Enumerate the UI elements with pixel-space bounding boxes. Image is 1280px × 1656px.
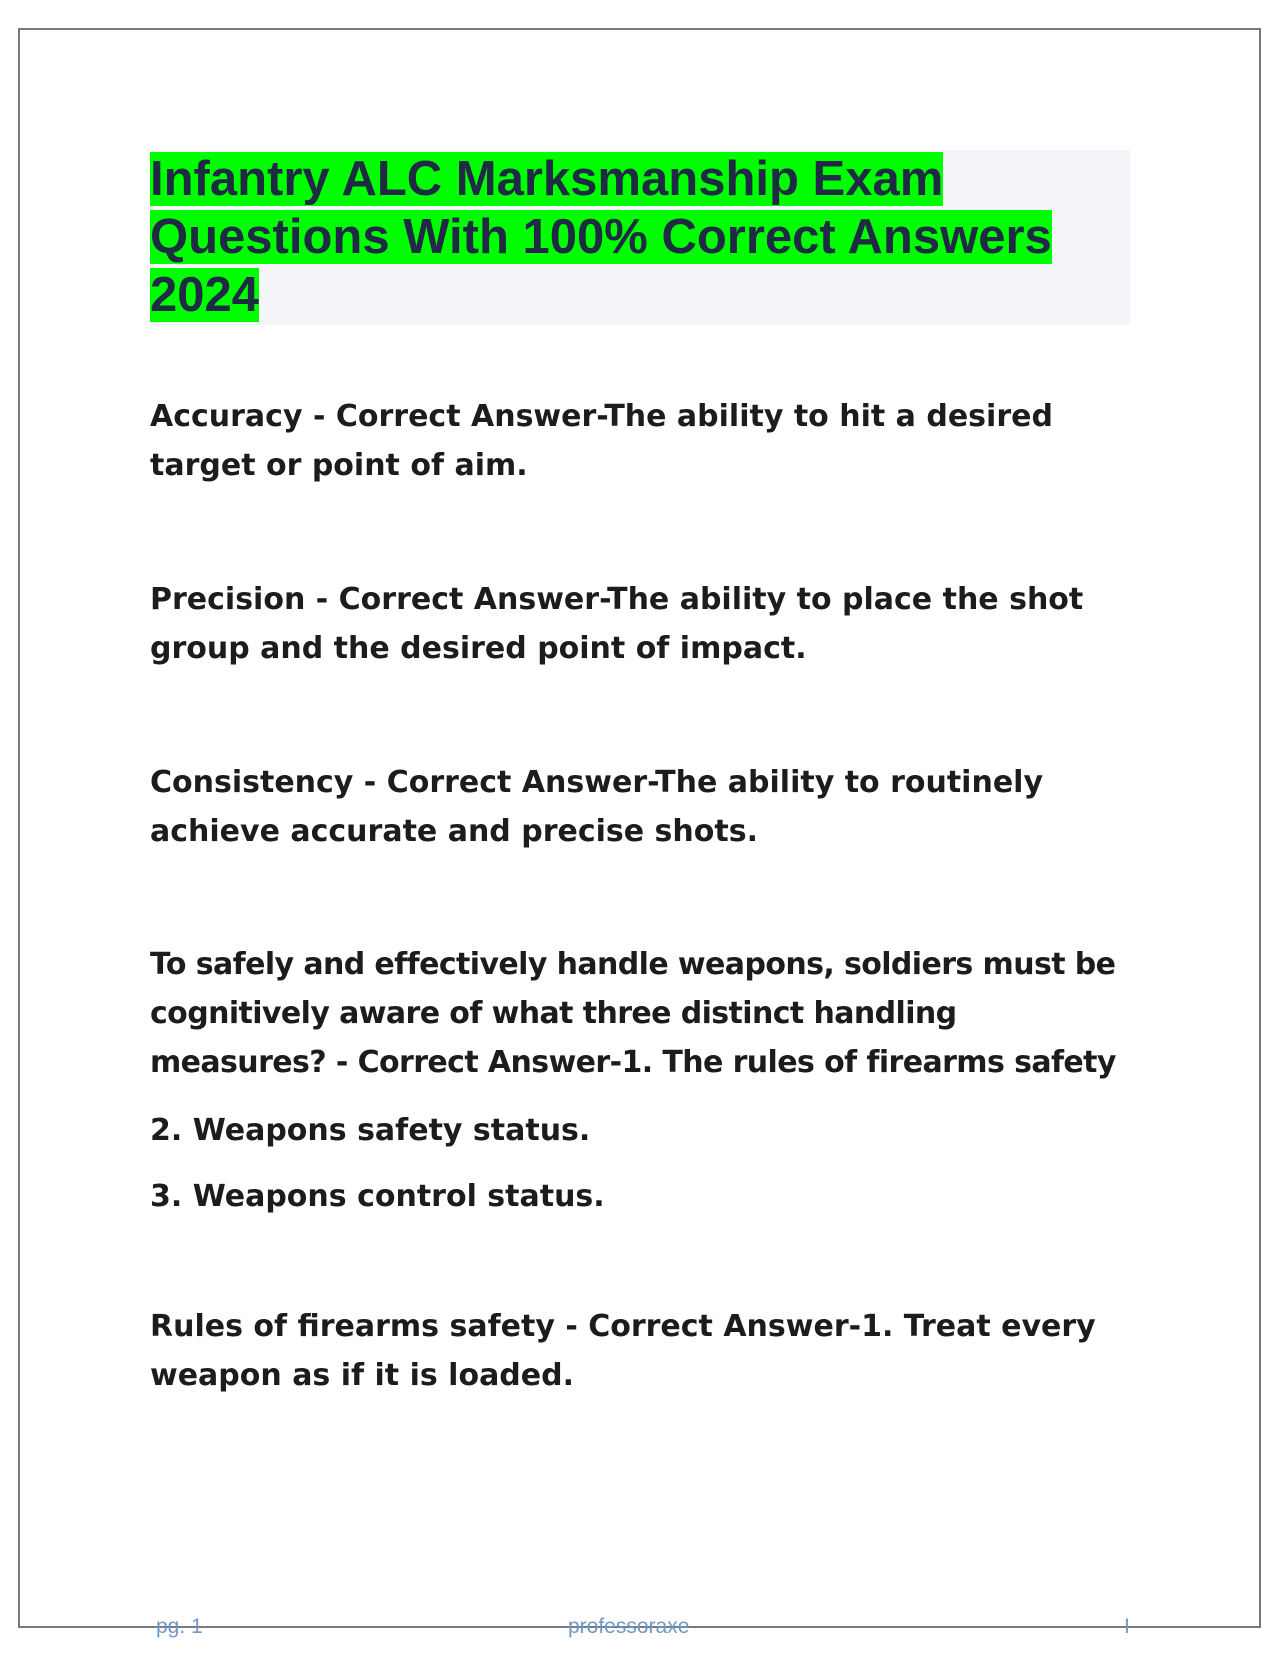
entry-precision: Precision - Correct Answer-The ability to place the shot group and the desired point of impact. — [150, 582, 1084, 666]
footer-page-number: pg. 1 — [156, 1615, 203, 1638]
title-block — [150, 150, 1130, 325]
document-title — [150, 150, 1110, 324]
entry-accuracy: Accuracy - Correct Answer-The ability to hit a desired target or point of aim. — [150, 399, 1053, 483]
entry-firearms-safety-rules: Rules of firearms safety - Correct Answer-1. Treat every weapon as if it is loaded. — [150, 1309, 1096, 1393]
footer-right-mark: I — [1124, 1615, 1130, 1638]
entry-handling-measures: To safely and effectively handle weapons, soldiers must be cognitively aware of what three distinct handling measures? - Correct Answer-1. The rules of firearms safety — [150, 947, 1116, 1080]
footer-author: professoraxe — [568, 1615, 690, 1638]
entry-consistency: Consistency - Correct Answer-The ability to routinely achieve accurate and precise shots. — [150, 765, 1044, 849]
entry-handling-item-3: 3. Weapons control status. — [150, 1179, 605, 1214]
title-highlight: Infantry ALC Marksmanship Exam Questions With 100% Correct Answers 2024 — [150, 152, 1052, 322]
entry-handling-item-2: 2. Weapons safety status. — [150, 1113, 591, 1148]
